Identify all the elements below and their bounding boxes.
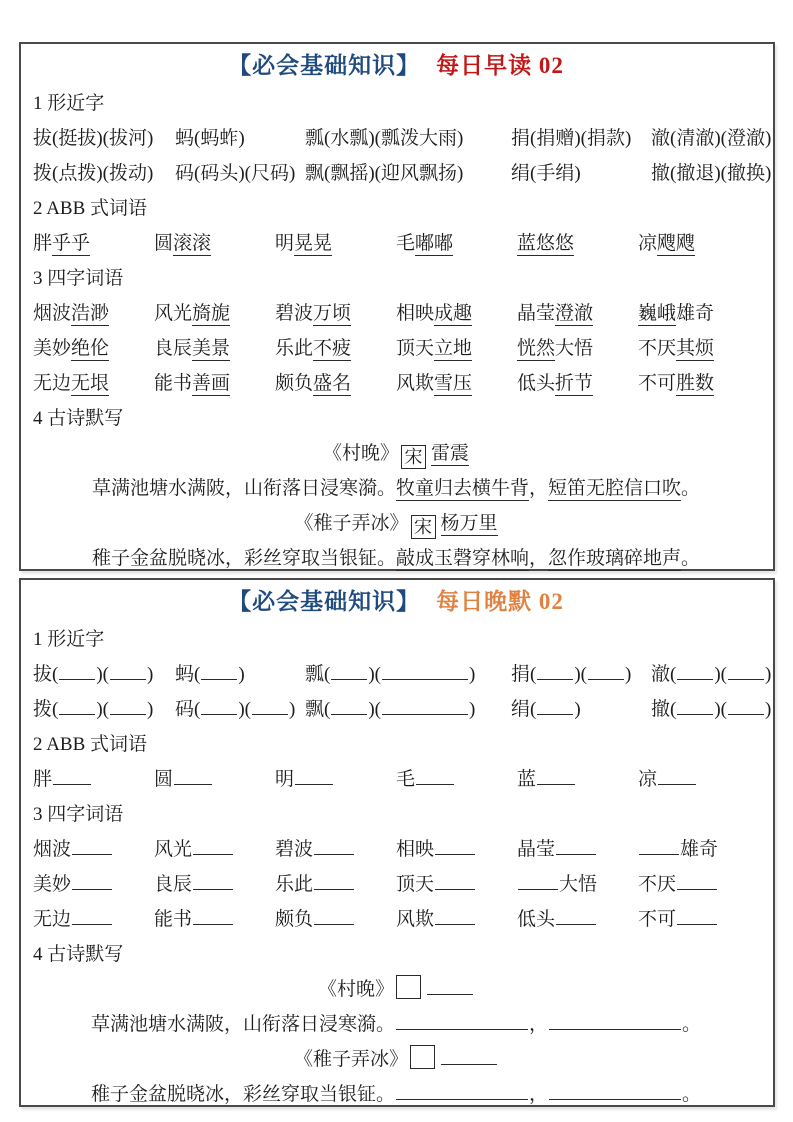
word-cell bbox=[511, 156, 651, 191]
text: ) bbox=[468, 699, 476, 720]
text: 无边 bbox=[33, 373, 72, 394]
poem-line bbox=[33, 506, 759, 541]
text: 圆 bbox=[154, 233, 174, 254]
word-row bbox=[33, 226, 759, 261]
underlined-text: 浩渺 bbox=[71, 303, 110, 324]
blank-line bbox=[588, 665, 624, 680]
word-cell bbox=[517, 867, 638, 902]
text: 飘( bbox=[305, 699, 331, 720]
text: 晶莹 bbox=[517, 303, 556, 324]
blank-line bbox=[639, 840, 679, 855]
blank-line bbox=[677, 700, 713, 715]
text: 雄奇 bbox=[676, 303, 715, 324]
text: 美妙 bbox=[33, 874, 72, 895]
word-cell bbox=[275, 366, 396, 401]
word-cell bbox=[396, 296, 517, 331]
text: ) bbox=[288, 699, 296, 720]
blank-line bbox=[110, 700, 146, 715]
text: 无边 bbox=[33, 909, 72, 930]
word-cell bbox=[305, 692, 511, 727]
blank-line bbox=[549, 1085, 681, 1100]
word-cell bbox=[275, 902, 396, 937]
section-heading: 1 形近字 bbox=[33, 93, 105, 114]
blank-line bbox=[537, 770, 575, 785]
underlined-text: 澄澈 bbox=[555, 303, 594, 324]
text: 碧波 bbox=[275, 839, 314, 860]
dynasty-box-empty bbox=[410, 1045, 435, 1069]
section-heading: 4 古诗默写 bbox=[33, 944, 124, 965]
text: 。 bbox=[681, 548, 701, 569]
text: )( bbox=[574, 664, 587, 685]
blank-line bbox=[201, 700, 237, 715]
text: 能书 bbox=[154, 373, 193, 394]
word-row bbox=[33, 657, 772, 692]
blank-line bbox=[537, 665, 573, 680]
underlined-text: 其烦 bbox=[676, 338, 715, 359]
dynasty-box: 宋 bbox=[401, 445, 426, 469]
underlined-text: 雪压 bbox=[434, 373, 473, 394]
underlined-text: 盛名 bbox=[313, 373, 352, 394]
word-cell bbox=[517, 296, 638, 331]
text: 毛 bbox=[396, 233, 416, 254]
text: 相映 bbox=[396, 839, 435, 860]
word-cell bbox=[396, 366, 517, 401]
word-cell bbox=[33, 226, 154, 261]
text: 凉 bbox=[638, 769, 658, 790]
word-row bbox=[33, 121, 772, 156]
title-label: 每日晚默 02 bbox=[436, 589, 564, 614]
text: 瓢(水瓢)(瓢泼大雨) bbox=[305, 128, 464, 149]
text: 低头 bbox=[517, 909, 556, 930]
underlined-text: 忽作玻璃碎地声 bbox=[548, 548, 682, 569]
blank-line bbox=[53, 770, 91, 785]
word-cell bbox=[175, 692, 305, 727]
word-cell bbox=[175, 657, 305, 692]
blank-line bbox=[382, 665, 468, 680]
underlined-text: 短笛无腔信口吹 bbox=[548, 478, 682, 499]
text: 拨(点拨)(拨动) bbox=[33, 163, 154, 184]
text: 胖 bbox=[33, 769, 53, 790]
text: 捐( bbox=[511, 664, 537, 685]
word-row bbox=[33, 902, 759, 937]
text: )( bbox=[368, 699, 381, 720]
word-cell bbox=[33, 762, 154, 797]
word-cell bbox=[511, 692, 651, 727]
text: 撤(撤退)(撤换) bbox=[651, 163, 772, 184]
word-cell bbox=[651, 692, 771, 727]
underlined-text: 美景 bbox=[192, 338, 231, 359]
text: 美妙 bbox=[33, 338, 72, 359]
text: 拔(挺拔)(拔河) bbox=[33, 128, 154, 149]
text: ) bbox=[146, 699, 154, 720]
text: 良辰 bbox=[154, 874, 193, 895]
blank-line bbox=[427, 980, 473, 995]
word-cell bbox=[154, 296, 275, 331]
text: 草满池塘水满陂，山衔落日浸寒漪。 bbox=[90, 1014, 395, 1035]
word-cell bbox=[638, 331, 759, 366]
blank-line bbox=[72, 875, 112, 890]
title-bracket: 【必会基础知识】 bbox=[228, 589, 421, 614]
word-cell bbox=[154, 366, 275, 401]
text: 乐此 bbox=[275, 874, 314, 895]
word-cell bbox=[275, 296, 396, 331]
word-cell bbox=[305, 657, 511, 692]
blank-line bbox=[416, 770, 454, 785]
text: )( bbox=[714, 699, 727, 720]
text: )( bbox=[96, 664, 109, 685]
poem-line bbox=[33, 1077, 759, 1112]
blank-line bbox=[518, 875, 558, 890]
word-cell bbox=[511, 121, 651, 156]
underlined-text: 立地 bbox=[434, 338, 473, 359]
text: 胖 bbox=[33, 233, 53, 254]
text: )( bbox=[238, 699, 251, 720]
underlined-text: 恍然 bbox=[517, 338, 556, 359]
text: 《稚子弄冰》 bbox=[293, 1049, 408, 1070]
text: 明 bbox=[275, 233, 295, 254]
text: 顶天 bbox=[396, 338, 435, 359]
blank-line bbox=[314, 875, 354, 890]
blank-line bbox=[295, 770, 333, 785]
blank-line bbox=[435, 910, 475, 925]
blank-line bbox=[174, 770, 212, 785]
poem-line bbox=[33, 1042, 759, 1077]
word-row bbox=[33, 832, 759, 867]
word-cell bbox=[396, 331, 517, 366]
text: 颇负 bbox=[275, 373, 314, 394]
panel-title bbox=[33, 582, 759, 622]
text: ) bbox=[764, 664, 772, 685]
text: ) bbox=[468, 664, 476, 685]
text: 澈(清澈)(澄澈) bbox=[651, 128, 772, 149]
word-cell bbox=[396, 832, 517, 867]
text: 《村晚》 bbox=[322, 443, 399, 464]
word-cell bbox=[33, 366, 154, 401]
text: 码(码头)(尺码) bbox=[175, 163, 296, 184]
text: 乐此 bbox=[275, 338, 314, 359]
poem-line bbox=[33, 1007, 759, 1042]
panel-evening-dictation bbox=[19, 578, 775, 1107]
underlined-text: 不疲 bbox=[313, 338, 352, 359]
underlined-text: 乎乎 bbox=[52, 233, 91, 254]
blank-line bbox=[556, 840, 596, 855]
word-cell bbox=[517, 366, 638, 401]
text: 不可 bbox=[638, 373, 677, 394]
text: 瓢( bbox=[305, 664, 331, 685]
text: 能书 bbox=[154, 909, 193, 930]
dynasty-box: 宋 bbox=[411, 515, 436, 539]
section-heading: 3 四字词语 bbox=[33, 268, 124, 289]
text: 风欺 bbox=[396, 909, 435, 930]
text: 明 bbox=[275, 769, 295, 790]
text: 顶天 bbox=[396, 874, 435, 895]
text: 颇负 bbox=[275, 909, 314, 930]
text: 风欺 bbox=[396, 373, 435, 394]
underlined-text: 嘟嘟 bbox=[415, 233, 454, 254]
word-row bbox=[33, 366, 759, 401]
blank-line bbox=[72, 910, 112, 925]
word-cell bbox=[638, 902, 759, 937]
text: )( bbox=[96, 699, 109, 720]
blank-line bbox=[314, 910, 354, 925]
panel-title bbox=[33, 46, 759, 86]
word-cell bbox=[511, 657, 651, 692]
blank-line bbox=[396, 1085, 528, 1100]
word-cell bbox=[305, 121, 511, 156]
word-cell bbox=[275, 832, 396, 867]
blank-line bbox=[59, 665, 95, 680]
text: 。 bbox=[682, 1084, 702, 1105]
text: 码( bbox=[175, 699, 201, 720]
word-cell bbox=[517, 762, 638, 797]
word-cell bbox=[175, 121, 305, 156]
word-cell bbox=[275, 762, 396, 797]
word-cell bbox=[638, 366, 759, 401]
section-heading: 1 形近字 bbox=[33, 629, 105, 650]
text: 绢( bbox=[511, 699, 537, 720]
word-cell bbox=[651, 657, 771, 692]
text: 。 bbox=[681, 478, 701, 499]
blank-line bbox=[728, 665, 764, 680]
text: 毛 bbox=[396, 769, 416, 790]
word-cell bbox=[396, 867, 517, 902]
title-bracket: 【必会基础知识】 bbox=[228, 53, 421, 78]
blank-line bbox=[677, 875, 717, 890]
text: 大悟 bbox=[559, 874, 598, 895]
text: 撤( bbox=[651, 699, 677, 720]
word-cell bbox=[517, 902, 638, 937]
section-heading: 4 古诗默写 bbox=[33, 408, 124, 429]
word-cell bbox=[154, 902, 275, 937]
word-cell bbox=[33, 692, 175, 727]
word-cell bbox=[638, 832, 759, 867]
text: 绢(手绢) bbox=[511, 163, 581, 184]
title-label: 每日早读 02 bbox=[436, 53, 564, 78]
section-heading: 2 ABB 式词语 bbox=[33, 734, 148, 755]
word-cell bbox=[33, 902, 154, 937]
word-cell bbox=[154, 832, 275, 867]
word-cell bbox=[175, 156, 305, 191]
text: 不厌 bbox=[638, 338, 677, 359]
text: 拔( bbox=[33, 664, 59, 685]
word-cell bbox=[396, 226, 517, 261]
blank-line bbox=[331, 665, 367, 680]
word-cell bbox=[517, 331, 638, 366]
text: ) bbox=[624, 664, 632, 685]
text: 不可 bbox=[638, 909, 677, 930]
word-cell bbox=[154, 226, 275, 261]
word-cell bbox=[517, 832, 638, 867]
underlined-text: 万顷 bbox=[313, 303, 352, 324]
word-row bbox=[33, 762, 759, 797]
word-cell bbox=[638, 296, 759, 331]
text: ， bbox=[528, 1084, 548, 1105]
word-cell bbox=[33, 156, 175, 191]
text: ) bbox=[238, 664, 245, 685]
text: 草满池塘水满陂，山衔落日浸寒漪。 bbox=[91, 478, 396, 499]
word-cell bbox=[396, 902, 517, 937]
word-cell bbox=[33, 296, 154, 331]
text: 大悟 bbox=[555, 338, 594, 359]
poem-line bbox=[33, 436, 759, 471]
word-cell bbox=[275, 867, 396, 902]
word-cell bbox=[651, 121, 771, 156]
text: 拨( bbox=[33, 699, 59, 720]
blank-line bbox=[435, 840, 475, 855]
blank-line bbox=[193, 910, 233, 925]
text: 蚂( bbox=[175, 664, 201, 685]
word-row bbox=[33, 331, 759, 366]
underlined-text: 牧童归去横牛背 bbox=[395, 478, 529, 499]
section-heading: 3 四字词语 bbox=[33, 804, 124, 825]
blank-line bbox=[193, 840, 233, 855]
blank-line bbox=[677, 910, 717, 925]
text: 《稚子弄冰》 bbox=[294, 513, 409, 534]
text: 不厌 bbox=[638, 874, 677, 895]
underlined-text: 滚滚 bbox=[173, 233, 212, 254]
text: )( bbox=[714, 664, 727, 685]
blank-line bbox=[331, 700, 367, 715]
text: ) bbox=[574, 699, 581, 720]
word-cell bbox=[154, 331, 275, 366]
word-cell bbox=[638, 226, 759, 261]
underlined-text: 蓝悠悠 bbox=[517, 233, 575, 254]
text: 。 bbox=[682, 1014, 702, 1035]
poem-line bbox=[33, 541, 759, 576]
underlined-text: 胜数 bbox=[676, 373, 715, 394]
blank-line bbox=[556, 910, 596, 925]
underlined-text: 敲成玉磬穿林响 bbox=[395, 548, 529, 569]
underlined-text: 绝伦 bbox=[71, 338, 110, 359]
blank-line bbox=[201, 665, 237, 680]
text: )( bbox=[368, 664, 381, 685]
text: 晶莹 bbox=[517, 839, 556, 860]
word-row bbox=[33, 692, 772, 727]
word-cell bbox=[33, 331, 154, 366]
word-cell bbox=[651, 156, 771, 191]
blank-line bbox=[59, 700, 95, 715]
text: 风光 bbox=[154, 839, 193, 860]
text: 稚子金盆脱晓冰，彩丝穿取当银钲。 bbox=[90, 1084, 395, 1105]
text: 圆 bbox=[154, 769, 174, 790]
blank-line bbox=[441, 1050, 497, 1065]
text: 烟波 bbox=[33, 303, 72, 324]
text: 《村晚》 bbox=[317, 979, 394, 1000]
text: 蓝 bbox=[517, 769, 537, 790]
blank-line bbox=[537, 700, 573, 715]
text: 烟波 bbox=[33, 839, 72, 860]
blank-line bbox=[110, 665, 146, 680]
text: ) bbox=[146, 664, 154, 685]
underlined-text: 善画 bbox=[192, 373, 231, 394]
word-row bbox=[33, 867, 759, 902]
blank-line bbox=[382, 700, 468, 715]
word-row bbox=[33, 296, 759, 331]
text: 飘(飘摇)(迎风飘扬) bbox=[305, 163, 464, 184]
underlined-text: 飕飕 bbox=[657, 233, 696, 254]
word-cell bbox=[154, 867, 275, 902]
text: ， bbox=[528, 1014, 548, 1035]
blank-line bbox=[658, 770, 696, 785]
text: 雄奇 bbox=[680, 839, 719, 860]
text: 低头 bbox=[517, 373, 556, 394]
text: ， bbox=[528, 478, 548, 499]
word-cell bbox=[305, 156, 511, 191]
word-cell bbox=[638, 867, 759, 902]
word-cell bbox=[638, 762, 759, 797]
blank-line bbox=[314, 840, 354, 855]
word-cell bbox=[275, 331, 396, 366]
text: 稚子金盆脱晓冰，彩丝穿取当银钲。 bbox=[91, 548, 396, 569]
word-row bbox=[33, 156, 772, 191]
text: 澈( bbox=[651, 664, 677, 685]
word-cell bbox=[275, 226, 396, 261]
poem-line bbox=[33, 972, 759, 1007]
blank-line bbox=[252, 700, 288, 715]
text: 蚂(蚂蚱) bbox=[175, 128, 245, 149]
blank-line bbox=[435, 875, 475, 890]
blank-line bbox=[193, 875, 233, 890]
panel-morning-reading bbox=[19, 42, 775, 571]
underlined-text: 巍峨 bbox=[638, 303, 677, 324]
blank-line bbox=[728, 700, 764, 715]
underlined-text: 旖旎 bbox=[192, 303, 231, 324]
underlined-text: 成趣 bbox=[434, 303, 473, 324]
word-cell bbox=[33, 832, 154, 867]
text: 凉 bbox=[638, 233, 658, 254]
text: 碧波 bbox=[275, 303, 314, 324]
blank-line bbox=[549, 1015, 681, 1030]
dynasty-box-empty bbox=[396, 975, 421, 999]
word-cell bbox=[33, 121, 175, 156]
blank-line bbox=[677, 665, 713, 680]
text: 良辰 bbox=[154, 338, 193, 359]
section-heading: 2 ABB 式词语 bbox=[33, 198, 148, 219]
text: 风光 bbox=[154, 303, 193, 324]
word-cell bbox=[33, 867, 154, 902]
text: 相映 bbox=[396, 303, 435, 324]
underlined-text: 折节 bbox=[555, 373, 594, 394]
underlined-text: 杨万里 bbox=[440, 513, 498, 534]
text: ) bbox=[764, 699, 772, 720]
blank-line bbox=[72, 840, 112, 855]
text: 捐(捐赠)(捐款) bbox=[511, 128, 632, 149]
word-cell bbox=[154, 762, 275, 797]
underlined-text: 晃晃 bbox=[294, 233, 333, 254]
underlined-text: 无垠 bbox=[71, 373, 110, 394]
blank-line bbox=[396, 1015, 528, 1030]
word-cell bbox=[33, 657, 175, 692]
word-cell bbox=[396, 762, 517, 797]
poem-line bbox=[33, 471, 759, 506]
word-cell bbox=[517, 226, 638, 261]
underlined-text: 雷震 bbox=[431, 443, 470, 464]
text: ， bbox=[528, 548, 548, 569]
